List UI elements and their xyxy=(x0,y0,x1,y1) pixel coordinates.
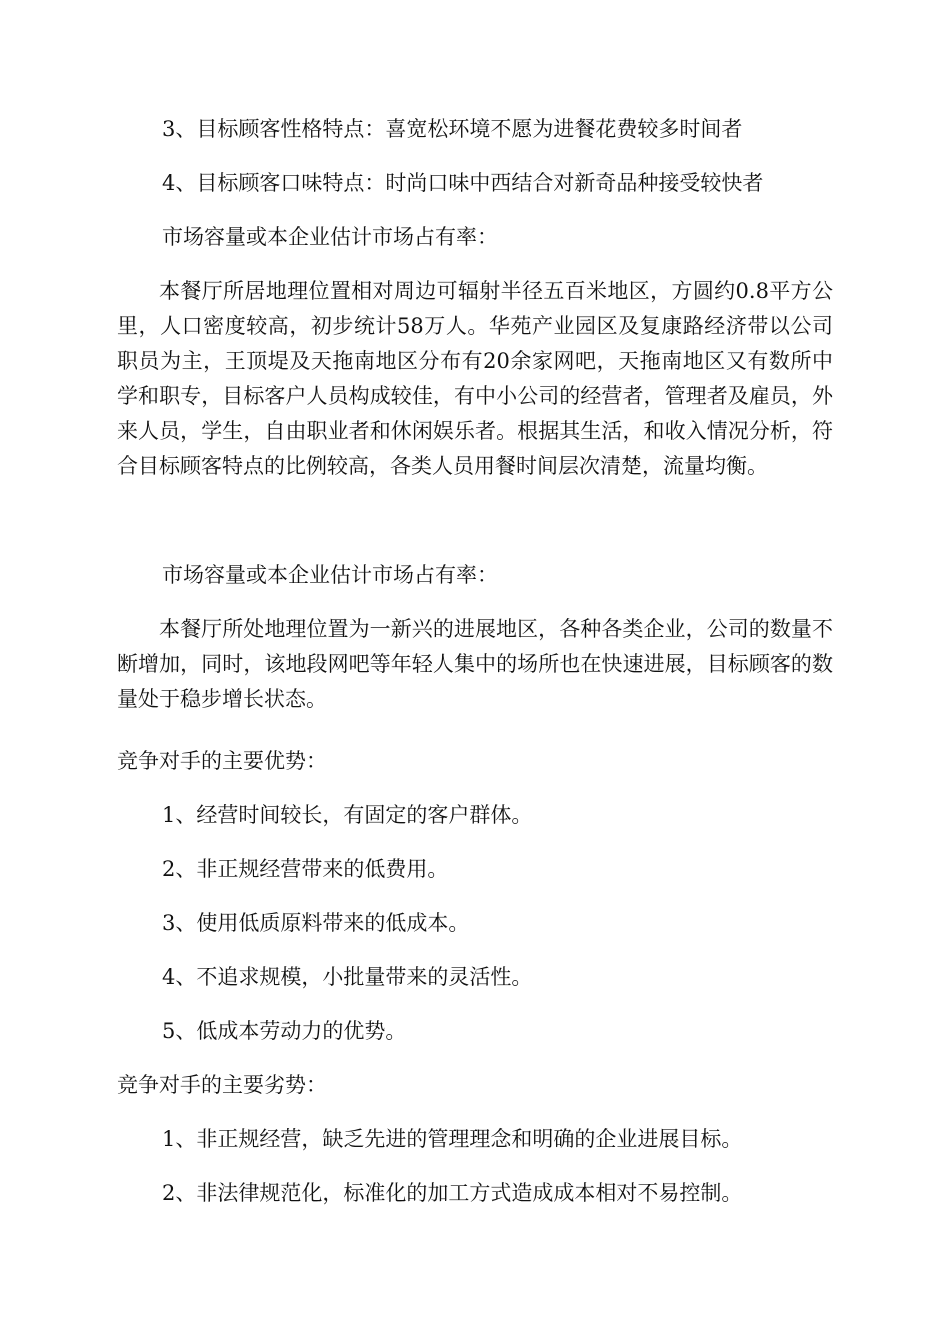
paragraph-location-analysis: 本餐厅所居地理位置相对周边可辐射半径五百米地区，方圆约0.8平方公里，人口密度较高，初步统计58万人。华苑产业园区及复康路经济带以公司职员为主，王顶堤及天拖南地区分布有20余家网吧，天拖南地区又有数所中学和职专，目标客户人员构成较佳，有中小公司的经营者，管理者及雇员，外来人员，学生，自由职业者和休闲娱乐者。根据其生活，和收入情况分析，符合目标顾客特点的比例较高，各类人员用餐时间层次清楚，流量均衡。 xyxy=(117,279,833,478)
list-item-strength-2: 2、非正规经营带来的低费用。 xyxy=(162,857,449,881)
list-item-strength-4: 4、不追求规模，小批量带来的灵活性。 xyxy=(162,965,533,989)
heading-competitor-weaknesses: 竞争对手的主要劣势： xyxy=(117,1073,327,1097)
paragraph-target-taste: 4、目标顾客口味特点：时尚口味中西结合对新奇品种接受较快者 xyxy=(162,171,764,195)
heading-market-capacity-1: 市场容量或本企业估计市场占有率： xyxy=(162,225,498,249)
list-item-weakness-1: 1、非正规经营，缺乏先进的管理理念和明确的企业进展目标。 xyxy=(162,1127,743,1151)
heading-market-capacity-2: 市场容量或本企业估计市场占有率： xyxy=(162,563,498,587)
paragraph-growth-analysis: 本餐厅所处地理位置为一新兴的进展地区，各种各类企业，公司的数量不断增加，同时，该地段网吧等年轻人集中的场所也在快速进展，目标顾客的数量处于稳步增长状态。 xyxy=(117,617,833,711)
list-item-weakness-2: 2、非法律规范化，标准化的加工方式造成成本相对不易控制。 xyxy=(162,1181,743,1205)
list-item-strength-3: 3、使用低质原料带来的低成本。 xyxy=(162,911,470,935)
list-item-strength-1: 1、经营时间较长，有固定的客户群体。 xyxy=(162,803,533,827)
paragraph-target-personality: 3、目标顾客性格特点：喜宽松环境不愿为进餐花费较多时间者 xyxy=(162,117,743,141)
heading-competitor-strengths: 竞争对手的主要优势： xyxy=(117,749,327,773)
list-item-strength-5: 5、低成本劳动力的优势。 xyxy=(162,1019,407,1043)
